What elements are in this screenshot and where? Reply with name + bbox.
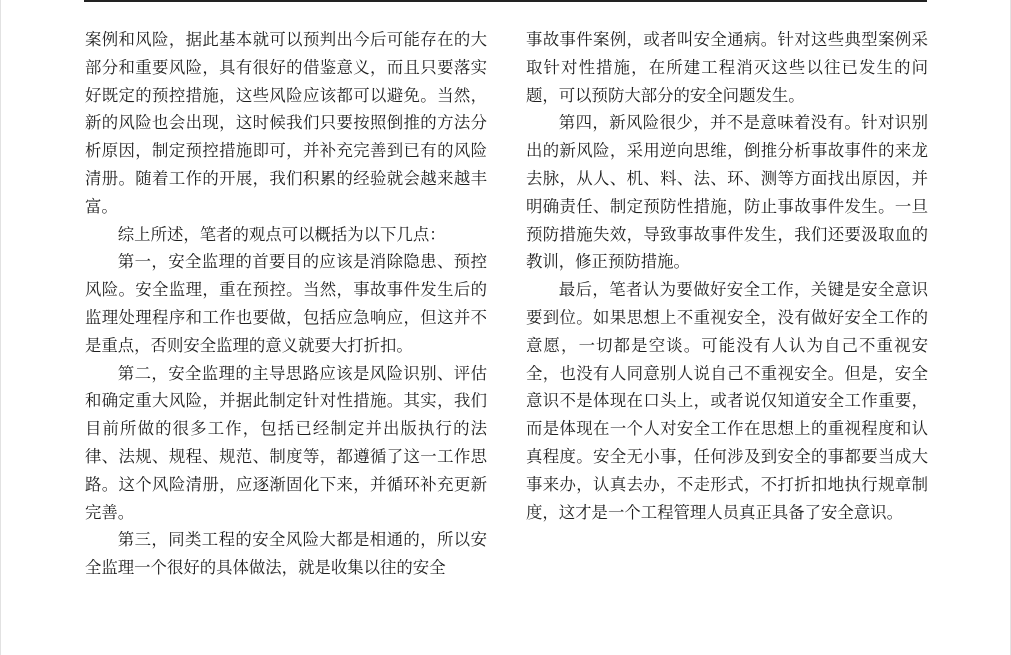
header-rule (84, 0, 927, 2)
right-column (526, 26, 928, 526)
paragraph: 第一，安全监理的首要目的应该是消除隐患、预控风险。安全监理，重在预控。当然，事故事件发生后的监理处理程序和工作也要做，包括应急响应，但这并不是重点，否则安全监理的意义就要大打折扣。 (85, 252, 487, 355)
paragraph: 事故事件案例，或者叫安全通病。针对这些典型案例采取针对性措施，在所建工程消灭这些以往已发生的问题，可以预防大部分的安全问题发生。 (526, 30, 928, 105)
paragraph: 第二，安全监理的主导思路应该是风险识别、评估和确定重大风险，并据此制定针对性措施。其实，我们目前所做的很多工作，包括已经制定并出版执行的法律、法规、规程、规范、制度等，都遵循了这一工作思路。这个风险清册，应逐渐固化下来，并循环补充更新完善。 (85, 363, 487, 522)
paragraph: 综上所述，笔者的观点可以概括为以下几点： (117, 224, 446, 244)
paragraph: 第四，新风险很少，并不是意味着没有。针对识别出的新风险，采用逆向思维，倒推分析事故事件的来龙去脉，从人、机、料、法、环、测等方面找出原因，并明确责任、制定预防性措施，防止事故事件发生。一旦预防措施失效，导致事故事件发生，我们还要汲取血的教训，修正预防措施。 (526, 113, 928, 272)
paragraph: 案例和风险，据此基本就可以预判出今后可能存在的大部分和重要风险，具有很好的借鉴意义，而且只要落实好既定的预控措施，这些风险应该都可以避免。当然，新的风险也会出现，这时候我们只要按照倒推的方法分析原因，制定预控措施即可，并补充完善到已有的风险清册。随着工作的开展，我们积累的经验就会越来越丰富。 (85, 30, 487, 216)
left-column (85, 26, 487, 582)
paragraph: 最后，笔者认为要做好安全工作，关键是安全意识要到位。如果思想上不重视安全，没有做好安全工作的意愿，一切都是空谈。可能没有人认为自己不重视安全，也没有人同意别人说自己不重视安全。但是，安全意识不是体现在口头上，或者说仅知道安全工作重要，而是体现在一个人对安全工作在思想上的重视程度和认真程度。安全无小事，任何涉及到安全的事都要当成大事来办，认真去办，不走形式，不打折扣地执行规章制度，这才是一个工程管理人员真正具备了安全意识。 (526, 280, 928, 522)
paragraph: 第三，同类工程的安全风险大都是相通的，所以安全监理一个很好的具体做法，就是收集以往的安全 (85, 530, 487, 578)
